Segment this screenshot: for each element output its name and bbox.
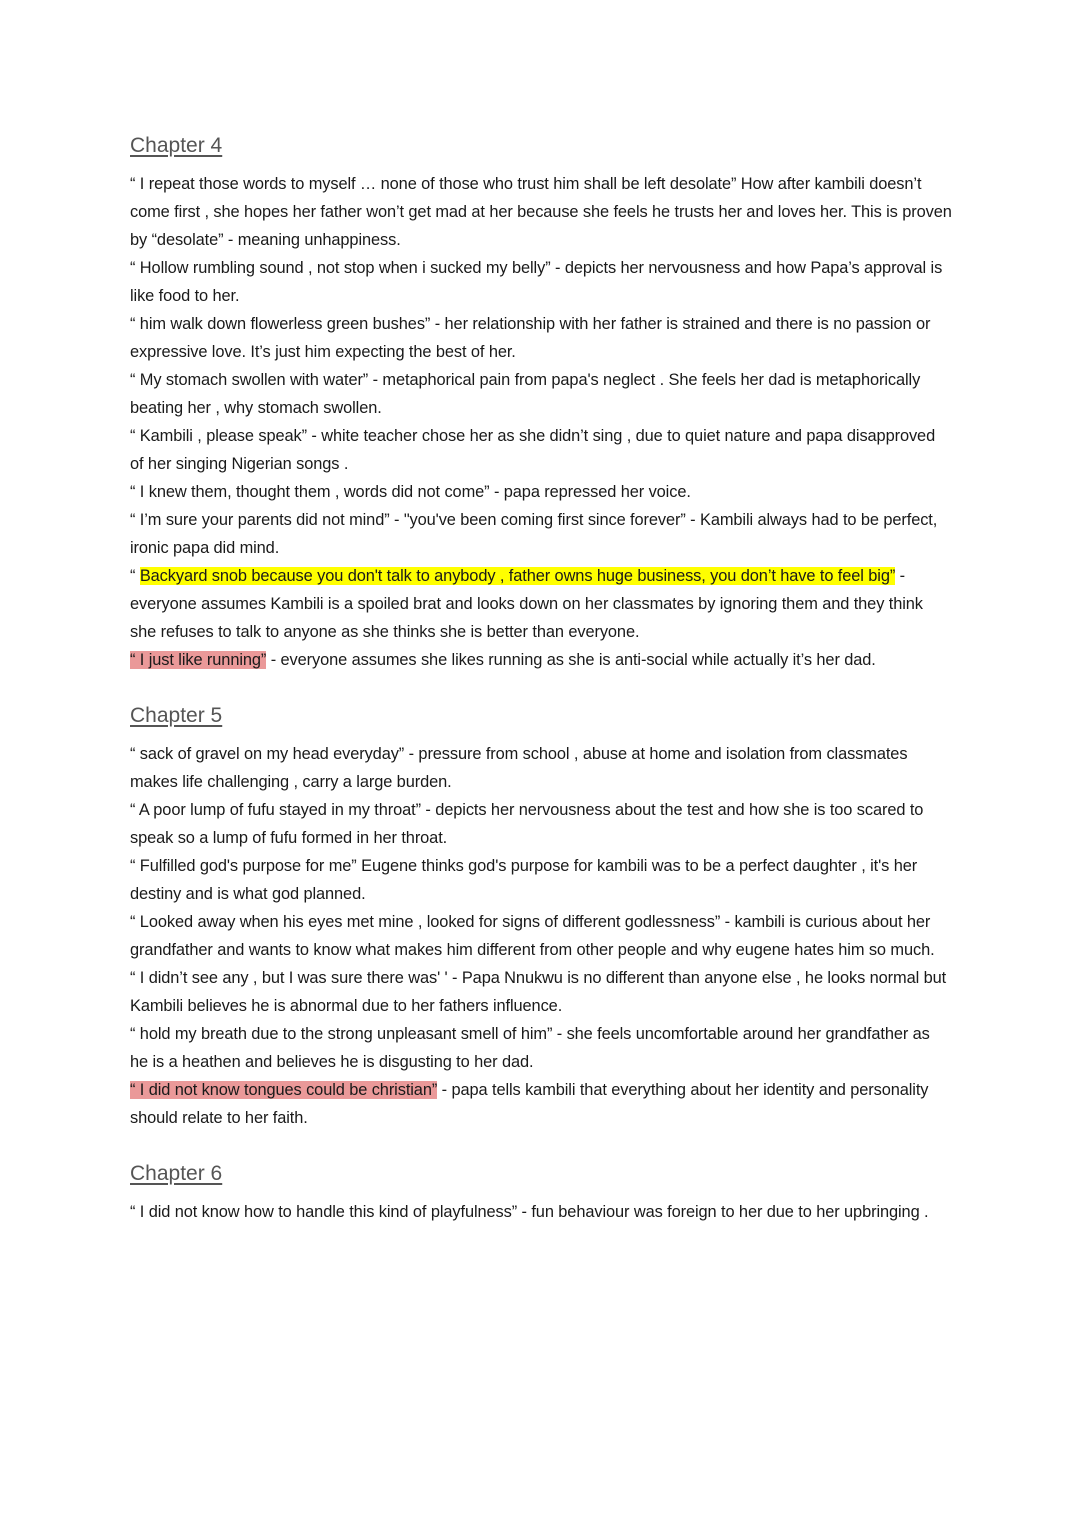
paragraph-text: - papa tells kambili that everything about her identity and personality should relate to her faith. [130, 1081, 929, 1127]
paragraph-text: “ sack of gravel on my head everyday” - pressure from school , abuse at home and isolation from classmates makes life challenging , carry a large burden. [130, 745, 908, 791]
quote-analysis-paragraph [130, 646, 952, 674]
paragraph-text: “ Fulfilled god's purpose for me” Eugene thinks god's purpose for kambili was to be a perfect daughter , it's her destiny and is what god planned. [130, 857, 918, 903]
quote-analysis-paragraph [130, 1020, 952, 1076]
chapter-section [130, 1160, 952, 1226]
highlighted-quote: “ I did not know tongues could be christian” [130, 1081, 438, 1099]
paragraph-text: “ hold my breath due to the strong unpleasant smell of him” - she feels uncomfortable around her grandfather as he is a heathen and believes he is disgusting to her dad. [130, 1025, 930, 1071]
chapter-heading: Chapter 4 [130, 134, 223, 157]
quote-analysis-paragraph [130, 740, 952, 796]
chapter-section [130, 132, 952, 674]
document-body [130, 132, 952, 1254]
paragraph-text: “ him walk down flowerless green bushes” - her relationship with her father is strained and there is no passion or expressive love. It’s just him expecting the best of her. [130, 315, 931, 361]
chapter-heading: Chapter 5 [130, 704, 223, 727]
chapter-section [130, 702, 952, 1132]
paragraph-text: “ Looked away when his eyes met mine , looked for signs of different godlessness” - kambili is curious about her grandfather and wants to know what makes him different from other people and why eugene hates him so much. [130, 913, 935, 959]
quote-analysis-paragraph [130, 310, 952, 366]
paragraph-text: “ Kambili , please speak” - white teacher chose her as she didn’t sing , due to quiet nature and papa disapproved of her singing Nigerian songs . [130, 427, 936, 473]
quote-analysis-paragraph [130, 478, 952, 506]
quote-analysis-paragraph [130, 366, 952, 422]
paragraph-text: - everyone assumes she likes running as she is anti-social while actually it’s her dad. [266, 651, 876, 669]
paragraph-text: “ Hollow rumbling sound , not stop when i sucked my belly” - depicts her nervousness and how Papa’s approval is like food to her. [130, 259, 943, 305]
paragraph-text: “ I repeat those words to myself … none of those who trust him shall be left desolate” How after kambili doesn’t come first , she hopes her father won’t get mad at her because she feels he trusts her and loves her. This is proven by “desolate” - meaning unhappiness. [130, 175, 952, 249]
quote-analysis-paragraph [130, 422, 952, 478]
highlighted-quote: “ I just like running” [130, 651, 267, 669]
quote-analysis-paragraph [130, 506, 952, 562]
quote-analysis-paragraph [130, 170, 952, 254]
quote-analysis-paragraph [130, 796, 952, 852]
paragraph-text: “ I did not know how to handle this kind of playfulness” - fun behaviour was foreign to her due to her upbringing . [130, 1203, 929, 1221]
paragraph-text: “ My stomach swollen with water” - metaphorical pain from papa's neglect . She feels her dad is metaphorically beating her , why stomach swollen. [130, 371, 921, 417]
highlighted-quote: Backyard snob because you don't talk to anybody , father owns huge business, you don’t have to feel big” [139, 567, 896, 585]
quote-analysis-paragraph [130, 908, 952, 964]
paragraph-text: “ [130, 567, 140, 585]
quote-analysis-paragraph [130, 254, 952, 310]
paragraph-text: “ I knew them, thought them , words did not come” - papa repressed her voice. [130, 483, 691, 501]
paragraph-text: “ I’m sure your parents did not mind” - "you've been coming first since forever” - Kambili always had to be perfect, ironic papa did mind. [130, 511, 938, 557]
paragraph-text: “ A poor lump of fufu stayed in my throat” - depicts her nervousness about the test and how she is too scared to speak so a lump of fufu formed in her throat. [130, 801, 924, 847]
paragraph-text: - everyone assumes Kambili is a spoiled brat and looks down on her classmates by ignoring them and they think she refuses to talk to anyone as she thinks she is better than everyone. [130, 567, 923, 641]
quote-analysis-paragraph [130, 964, 952, 1020]
chapter-heading: Chapter 6 [130, 1162, 223, 1185]
quote-analysis-paragraph [130, 852, 952, 908]
paragraph-text: “ I didn’t see any , but I was sure there was' ' - Papa Nnukwu is no different than anyone else , he looks normal but Kambili believes he is abnormal due to her fathers influence. [130, 969, 947, 1015]
quote-analysis-paragraph [130, 562, 952, 646]
quote-analysis-paragraph [130, 1076, 952, 1132]
quote-analysis-paragraph [130, 1198, 952, 1226]
